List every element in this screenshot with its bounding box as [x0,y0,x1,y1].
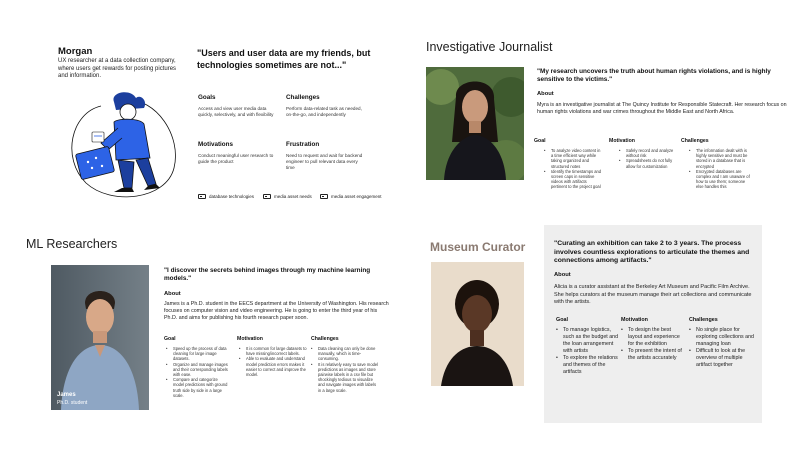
about-heading: About [537,91,554,97]
about-text: Myra is an investigative journalist at The Quincy Institute for Responsible Statecraft. Her research focus on human rights violations and war crimes throughout the Middle East and North Africa. [537,102,787,115]
list-item: • Difficult to look at the overview of multiple artifact together [689,348,756,369]
goal-list [166,346,230,398]
list-item: • Speed up the process of data cleaning for large image datasets. [166,346,230,362]
motivations-heading: Motivations [198,141,233,148]
challenges-heading: Challenges [286,94,320,101]
persona-quote: "Users and user data are my friends, but technologies sometimes are not..." [197,48,371,70]
challenges-list [689,148,751,190]
motivation-heading: Motivation [609,138,635,144]
motivation-list [239,346,307,377]
goals-text: Access and view user media data quickly, selectively, and with flexibility [198,106,274,117]
list-item: • The information dealt with is highly sensitive and must be stored in a database that is encrypted [689,148,751,169]
tag-media-engagement [320,194,382,199]
challenges-list [689,327,756,369]
motivation-list [621,327,686,362]
persona-photo [431,262,524,386]
motivation-heading: Motivation [621,317,648,323]
goal-list [544,148,602,190]
list-item: • Identify the timestamps and screen caps in sensitive videos with artifacts pertinent to the project goal [544,169,602,190]
list-item: • To manage logistics, such as the budget and the loan arrangement with artists [556,327,622,355]
database-icon [198,194,206,199]
goal-heading: Goal [164,336,176,342]
list-item: • Able to evaluate and understand model prediction errors makes it easier to correct and improve the model. [239,356,307,377]
list-item: • Organize and manage images and their corresponding labels with ease. [166,362,230,378]
about-text: James is a Ph.D. student in the EECS department at the University of Washington. His research focuses on computer vision and video engineering. He is going to enter the third year of his Ph.D. and aims for publishing his fourth research paper soon. [164,301,389,321]
about-text: Alicia is a curator assistant at the Berkeley Art Museum and Pacific Film Archive. She helps curators at the museum manage their art collections and communicate with the artists. [554,284,752,305]
persona-card [544,225,762,423]
challenges-list [311,346,379,393]
challenges-heading: Challenges [681,138,709,144]
persona-title: ML Researchers [26,237,118,251]
list-item: • It is relatively easy to save model predictions as images and store pairwise labels in a csv file but shockingly tedious to visualize and navigate images with labels in a large scale. [311,362,379,393]
challenges-heading: Challenges [311,336,339,342]
tag-media-needs [263,194,312,199]
motivations-text: Conduct meaningful user research to guide the product [198,153,274,164]
list-item: • Safely record and analyze without risk [619,148,677,158]
persona-title: Museum Curator [430,240,526,254]
persona-journalist [400,0,800,225]
persona-photo [51,265,149,410]
tag-database [198,194,254,199]
tag-label: media asset engagement [331,194,382,199]
goal-heading: Goal [534,138,546,144]
persona-name: Morgan [58,46,93,57]
motivation-heading: Motivation [237,336,263,342]
media-icon [263,194,271,199]
tag-label: database technologies [209,194,255,199]
frustration-heading: Frustration [286,141,320,148]
list-item: • To design the best layout and experience for the exhibition [621,327,686,348]
challenges-text: Perform data-related task as needed, on-the-go, and independently [286,106,362,117]
persona-ml-researcher [0,225,400,450]
persona-photo [426,67,524,180]
list-item: • It is common for large datasets to have missing/incorrect labels. [239,346,307,356]
list-item: • Compare and categorize model predictions with ground truth side by side in a large scale. [166,377,230,398]
persona-museum-curator [400,225,800,450]
challenges-heading: Challenges [689,317,718,323]
persona-quote: "I discover the secrets behind images through my machine learning models." [164,267,371,282]
persona-morgan [0,0,400,225]
list-item: • Spreadsheets do not fully allow for customization [619,158,677,168]
persona-quote: "My research uncovers the truth about human rights violations, and is highly sensitive to the victims." [537,68,771,83]
persona-quote: "Curating an exhibition can take 2 to 3 years. The process involves countless explorations to articulate the themes and connections among artifacts." [554,240,750,265]
list-item: • To present the intent of the artists accurately [621,348,686,362]
frustration-text: Need to request and wait for backend engineer to pull relevant data every time [286,153,363,170]
photo-name: James [57,392,76,398]
about-heading: About [554,272,571,278]
researcher-illustration [56,88,186,208]
photo-role: Ph.D. student [57,400,88,406]
list-item: • To explore the relations and themes of the artifacts [556,355,622,376]
about-heading: About [164,291,181,297]
goal-heading: Goal [556,317,568,323]
motivation-list [619,148,677,169]
tag-label: media asset needs [274,194,312,199]
goals-heading: Goals [198,94,216,101]
list-item: • Data cleaning can only be done manually, which is time-consuming. [311,346,379,362]
persona-subtitle: UX researcher at a data collection company, where users get rewards for posting pictures and information. [58,58,177,80]
engagement-icon [320,194,328,199]
list-item: • Encrypted databases are complex and I am unaware of how to use them; someone else handles this [689,169,751,190]
list-item: • No single place for exploring collections and managing loan [689,327,756,348]
persona-title: Investigative Journalist [426,40,553,54]
list-item: • To analyze video content in a time efficient way while taking organized and structured notes [544,148,602,169]
goal-list [556,327,622,376]
